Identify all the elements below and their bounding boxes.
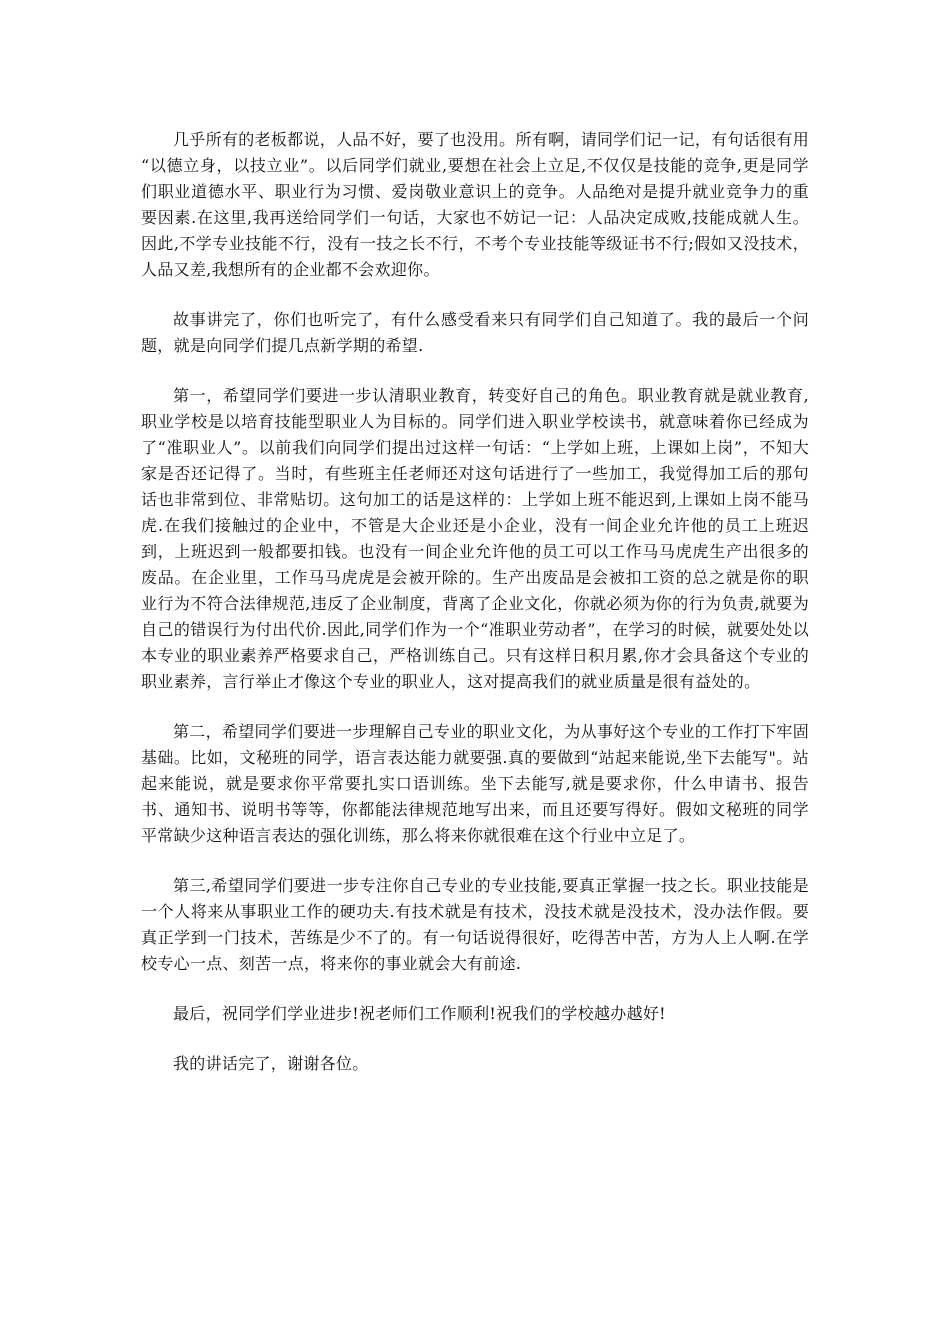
paragraph-hope-3: 第三,希望同学们要进一步专注你自己专业的专业技能,要真正掌握一技之长。职业技能是一个人将来从事职业工作的硬功夫.有技术就是有技术，没技术就是没技术，没办法作假。要真正学到一门技术，苦练是少不了的。有一句话说得很好，吃得苦中苦，方为人上人啊.在学校专心一点、刻苦一点，将来你的事业就会大有前途.	[141, 876, 809, 973]
paragraph-transition: 故事讲完了，你们也听完了，有什么感受看来只有同学们自己知道了。我的最后一个问题，就是向同学们提几点新学期的希望.	[141, 310, 809, 355]
paragraph-hope-2: 第二，希望同学们要进一步理解自己专业的职业文化，为从事好这个专业的工作打下牢固基础。比如，文秘班的同学，语言表达能力就要强.真的要做到“站起来能说,坐下去能写"。站起来能说，就是要求你平常要扎实口语训练。坐下去能写,就是要求你，什么申请书、报告书、通知书、说明书等等，你都能法律规范地写出来，而且还要写得好。假如文秘班的同学平常缺少这种语言表达的强化训练，那么将来你就很难在这个行业中立足了。	[141, 722, 809, 845]
paragraph-wishes: 最后，祝同学们学业进步!祝老师们工作顺利!祝我们的学校越办越好!	[173, 1004, 666, 1023]
paragraph-closing: 我的讲话完了，谢谢各位。	[173, 1054, 369, 1073]
document-body	[141, 127, 809, 1101]
paragraph-character: 几乎所有的老板都说，人品不好，要了也没用。所有啊，请同学们记一记，有句话很有用 “以德立身，以技立业”。以后同学们就业,要想在社会上立足,不仅仅是技能的竞争,更是同学们职业道德水平、职业行为习惯、爱岗敬业意识上的竞争。人品绝对是提升就业竞争力的重要因素.在这里,我再送给同学们一句话，大家也不妨记一记：人品决定成败,技能成就人生。因此,不学专业技能不行，没有一技之长不行，不考个专业技能等级证书不行;假如又没技术，人品又差,我想所有的企业都不会欢迎你。	[141, 130, 809, 279]
paragraph-hope-1: 第一，希望同学们要进一步认清职业教育，转变好自己的角色。职业教育就是就业教育,职业学校是以培育技能型职业人为目标的。同学们进入职业学校读书，就意味着你已经成为了“准职业人”。以前我们向同学们提出过这样一句话：“上学如上班，上课如上岗”，不知大家是否还记得了。当时，有些班主任老师还对这句话进行了一些加工，我觉得加工后的那句话也非常到位、非常贴切。这句加工的话是这样的：上学如上班不能迟到,上课如上岗不能马虎.在我们接触过的企业中，不管是大企业还是小企业，没有一间企业允许他的员工上班迟到，上班迟到一般都要扣钱。也没有一间企业允许他的员工可以工作马马虎虎生产出很多的废品。在企业里，工作马马虎虎是会被开除的。生产出废品是会被扣工资的总之就是你的职业行为不符合法律规范,违反了企业制度，背离了企业文化，你就必须为你的行为负责,就要为自己的错误行为付出代价.因此,同学们作为一个“准职业劳动者”，在学习的时候，就要处处以本专业的职业素养严格要求自己，严格训练自己。只有这样日积月累,你才会具备这个专业的职业素养，言行举止才像这个专业的职业人，这对提高我们的就业质量是很有益处的。	[141, 386, 809, 691]
